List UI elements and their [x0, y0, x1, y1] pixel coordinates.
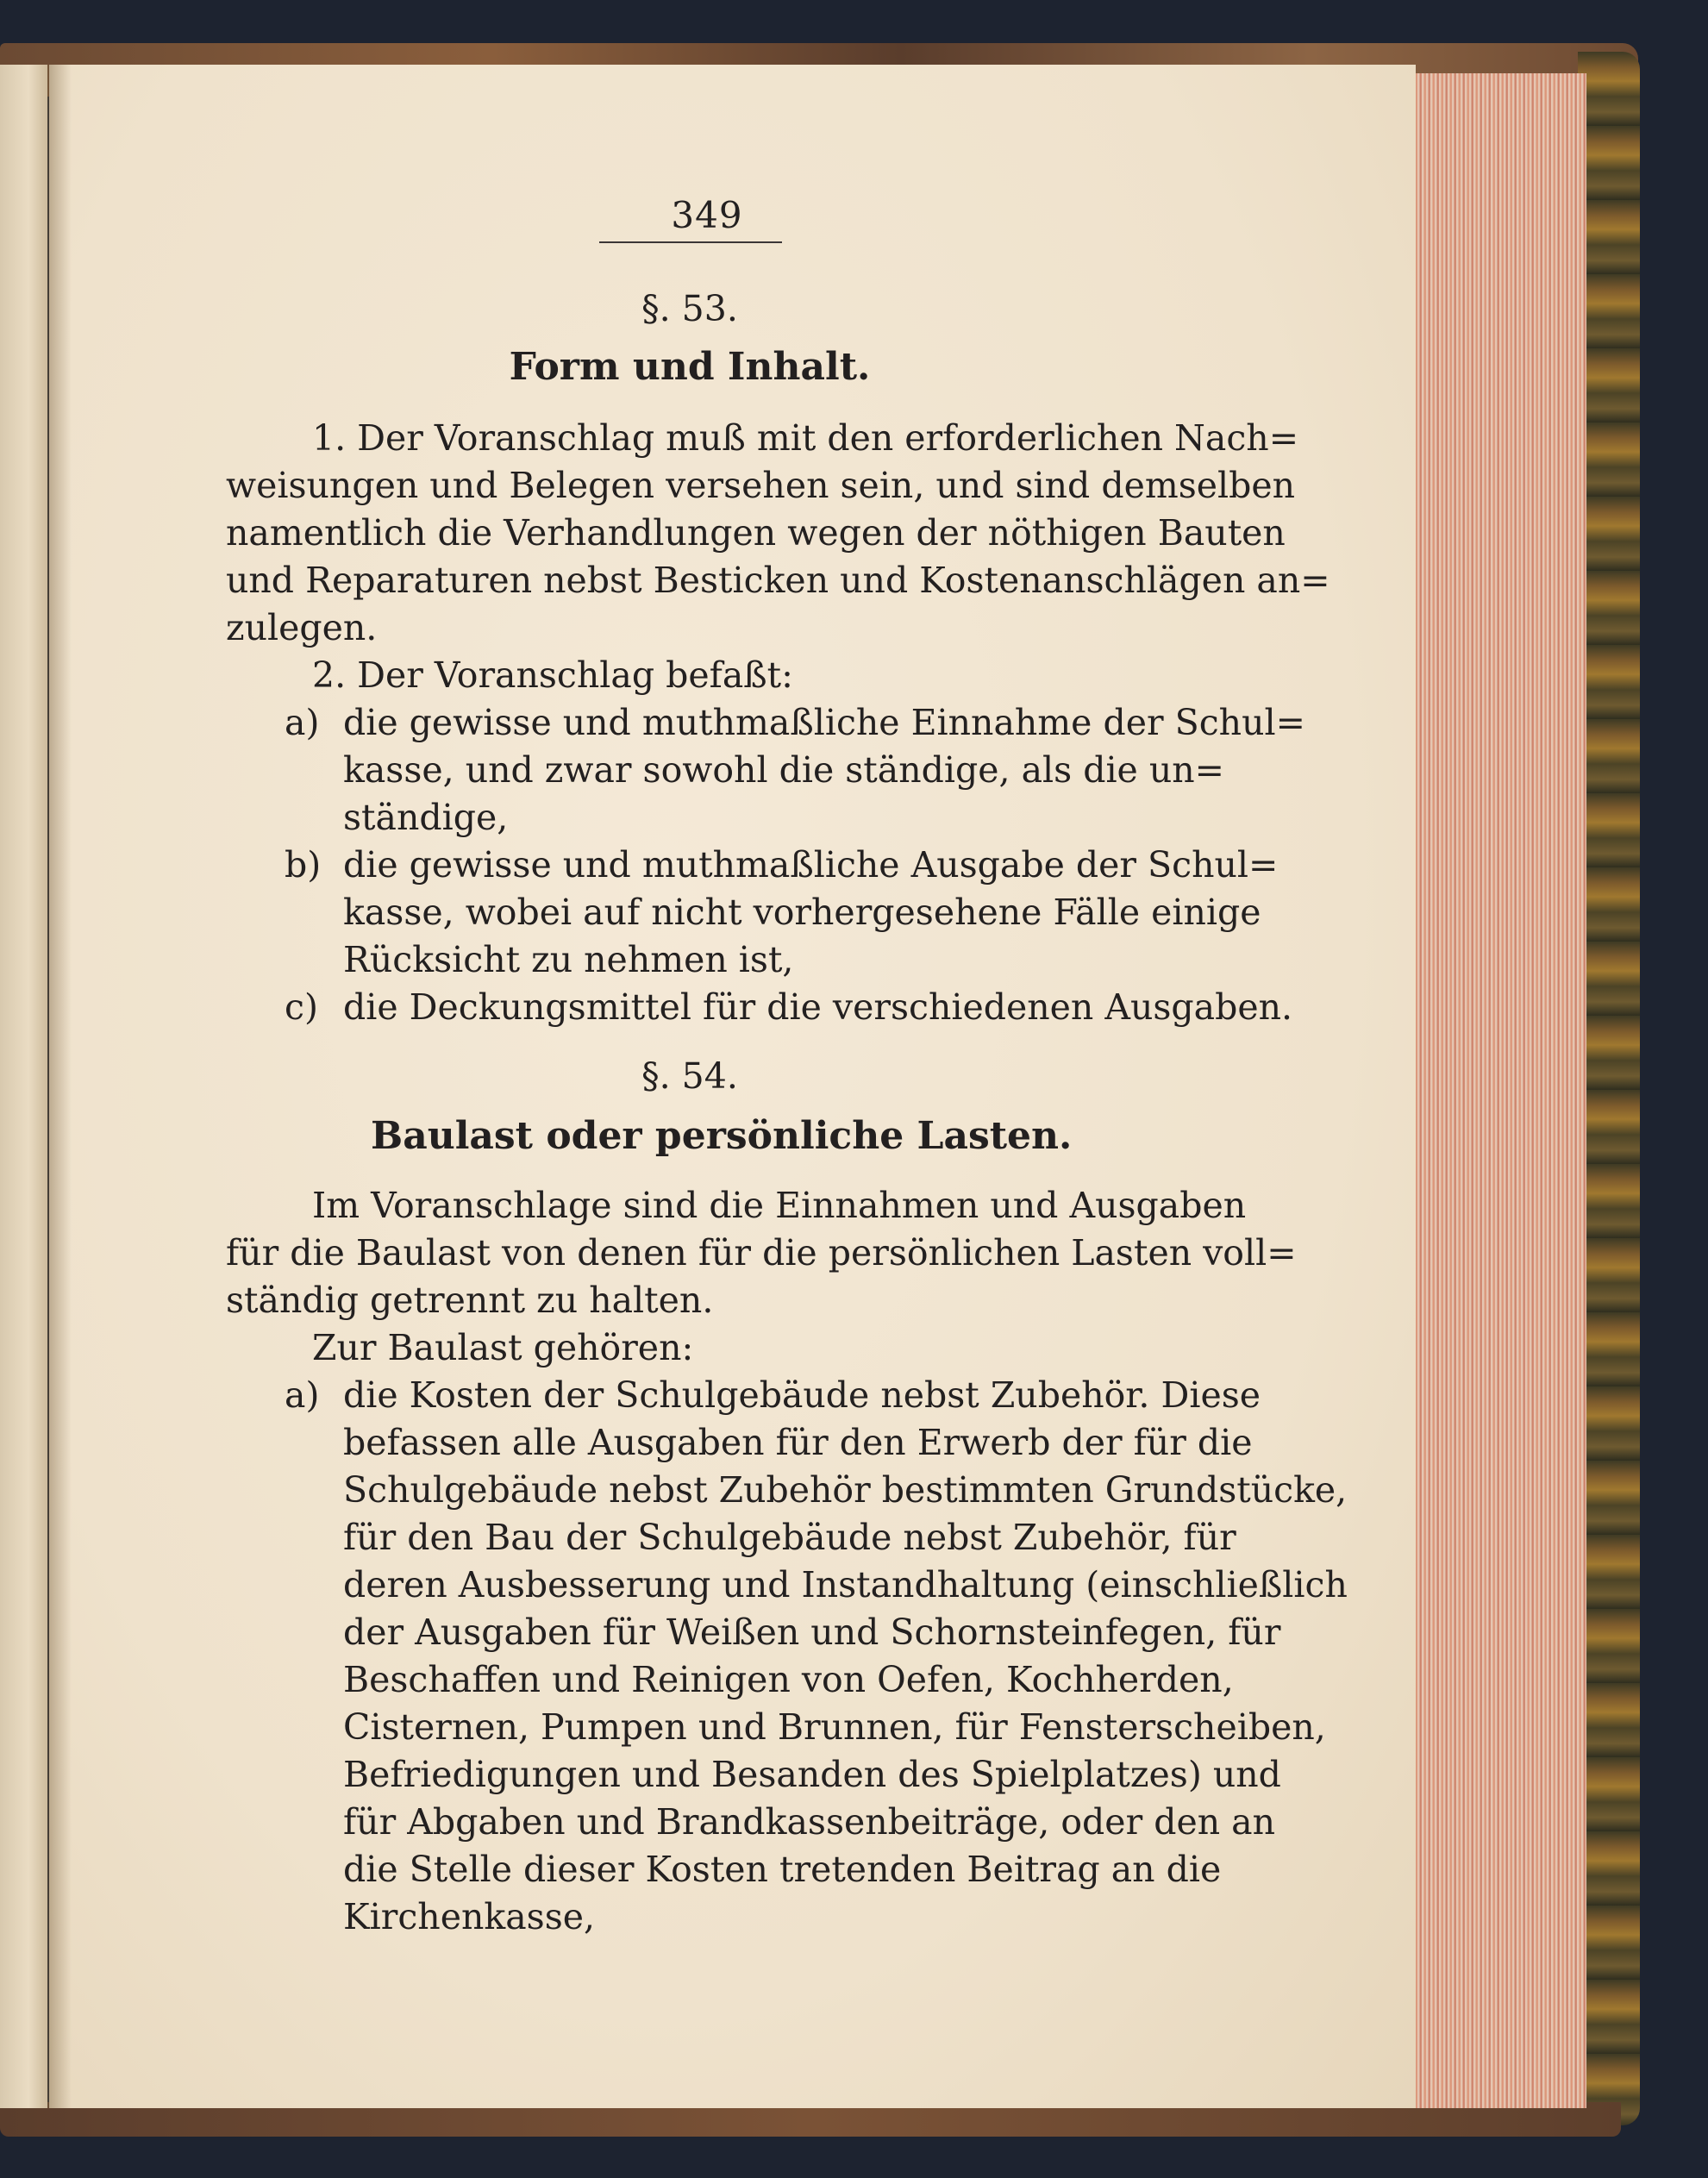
list-item-line: die gewisse und muthmaßliche Einnahme der Schul= [343, 702, 1305, 743]
section-label: §. 54. [641, 1055, 738, 1097]
list-item-line: die Kosten der Schulgebäude nebst Zubehör. Diese [343, 1374, 1261, 1416]
paragraph-line: 1. Der Voranschlag muß mit den erforderlichen Nach= [312, 417, 1299, 459]
list-item-line: die Deckungsmittel für die verschiedenen Ausgaben. [343, 986, 1293, 1028]
list-item-line: befassen alle Ausgaben für den Erwerb der für die [343, 1422, 1253, 1463]
list-item-line: Rücksicht zu nehmen ist, [343, 939, 794, 980]
paragraph-line: ständig getrennt zu halten. [226, 1280, 714, 1321]
list-item-line: kasse, wobei auf nicht vorhergesehene Fälle einige [343, 892, 1261, 933]
list-item-line: die gewisse und muthmaßliche Ausgabe der Schul= [343, 844, 1279, 886]
section-title: Baulast oder persönliche Lasten. [371, 1114, 1073, 1158]
list-item-line: deren Ausbesserung und Instandhaltung (einschließlich [343, 1564, 1348, 1605]
paragraph-line: für die Baulast von denen für die persönlichen Lasten voll= [226, 1232, 1297, 1274]
list-item-line: Kirchenkasse, [343, 1896, 596, 1937]
page-number-rule [599, 241, 782, 243]
list-item-line: der Ausgaben für Weißen und Schornsteinfegen, für [343, 1612, 1281, 1653]
list-item-line: für Abgaben und Brandkassenbeiträge, oder den an [343, 1801, 1275, 1843]
list-marker: a) [285, 1374, 320, 1416]
paragraph-line: 2. Der Voranschlag befaßt: [312, 654, 793, 696]
list-marker: b) [285, 844, 322, 886]
paragraph-line: namentlich die Verhandlungen wegen der nöthigen Bauten [226, 512, 1286, 554]
paragraph-line: Zur Baulast gehören: [312, 1327, 694, 1368]
list-item-line: ständige, [343, 797, 509, 838]
list-item-line: Befriedigungen und Besanden des Spielplatzes) und [343, 1754, 1281, 1795]
list-marker: c) [285, 986, 318, 1028]
paragraph-line: Im Voranschlage sind die Einnahmen und Ausgaben [312, 1185, 1247, 1226]
paragraph-line: weisungen und Belegen versehen sein, und sind demselben [226, 465, 1296, 506]
list-item-line: kasse, und zwar sowohl die ständige, als die un= [343, 749, 1225, 791]
list-item-line: Schulgebäude nebst Zubehör bestimmten Grundstücke, [343, 1469, 1348, 1511]
list-marker: a) [285, 702, 320, 743]
paragraph-line: zulegen. [226, 607, 378, 648]
page-number: 349 [671, 194, 743, 236]
list-item-line: die Stelle dieser Kosten tretenden Beitrag an die [343, 1849, 1222, 1890]
list-item-line: für den Bau der Schulgebäude nebst Zubehör, für [343, 1517, 1236, 1558]
section-title: Form und Inhalt. [509, 345, 871, 389]
list-item-line: Beschaffen und Reinigen von Oefen, Kochherden, [343, 1659, 1234, 1700]
paragraph-line: und Reparaturen nebst Besticken und Kostenanschlägen an= [226, 560, 1330, 601]
section-label: §. 53. [641, 288, 738, 329]
list-item-line: Cisternen, Pumpen und Brunnen, für Fensterscheiben, [343, 1706, 1326, 1748]
